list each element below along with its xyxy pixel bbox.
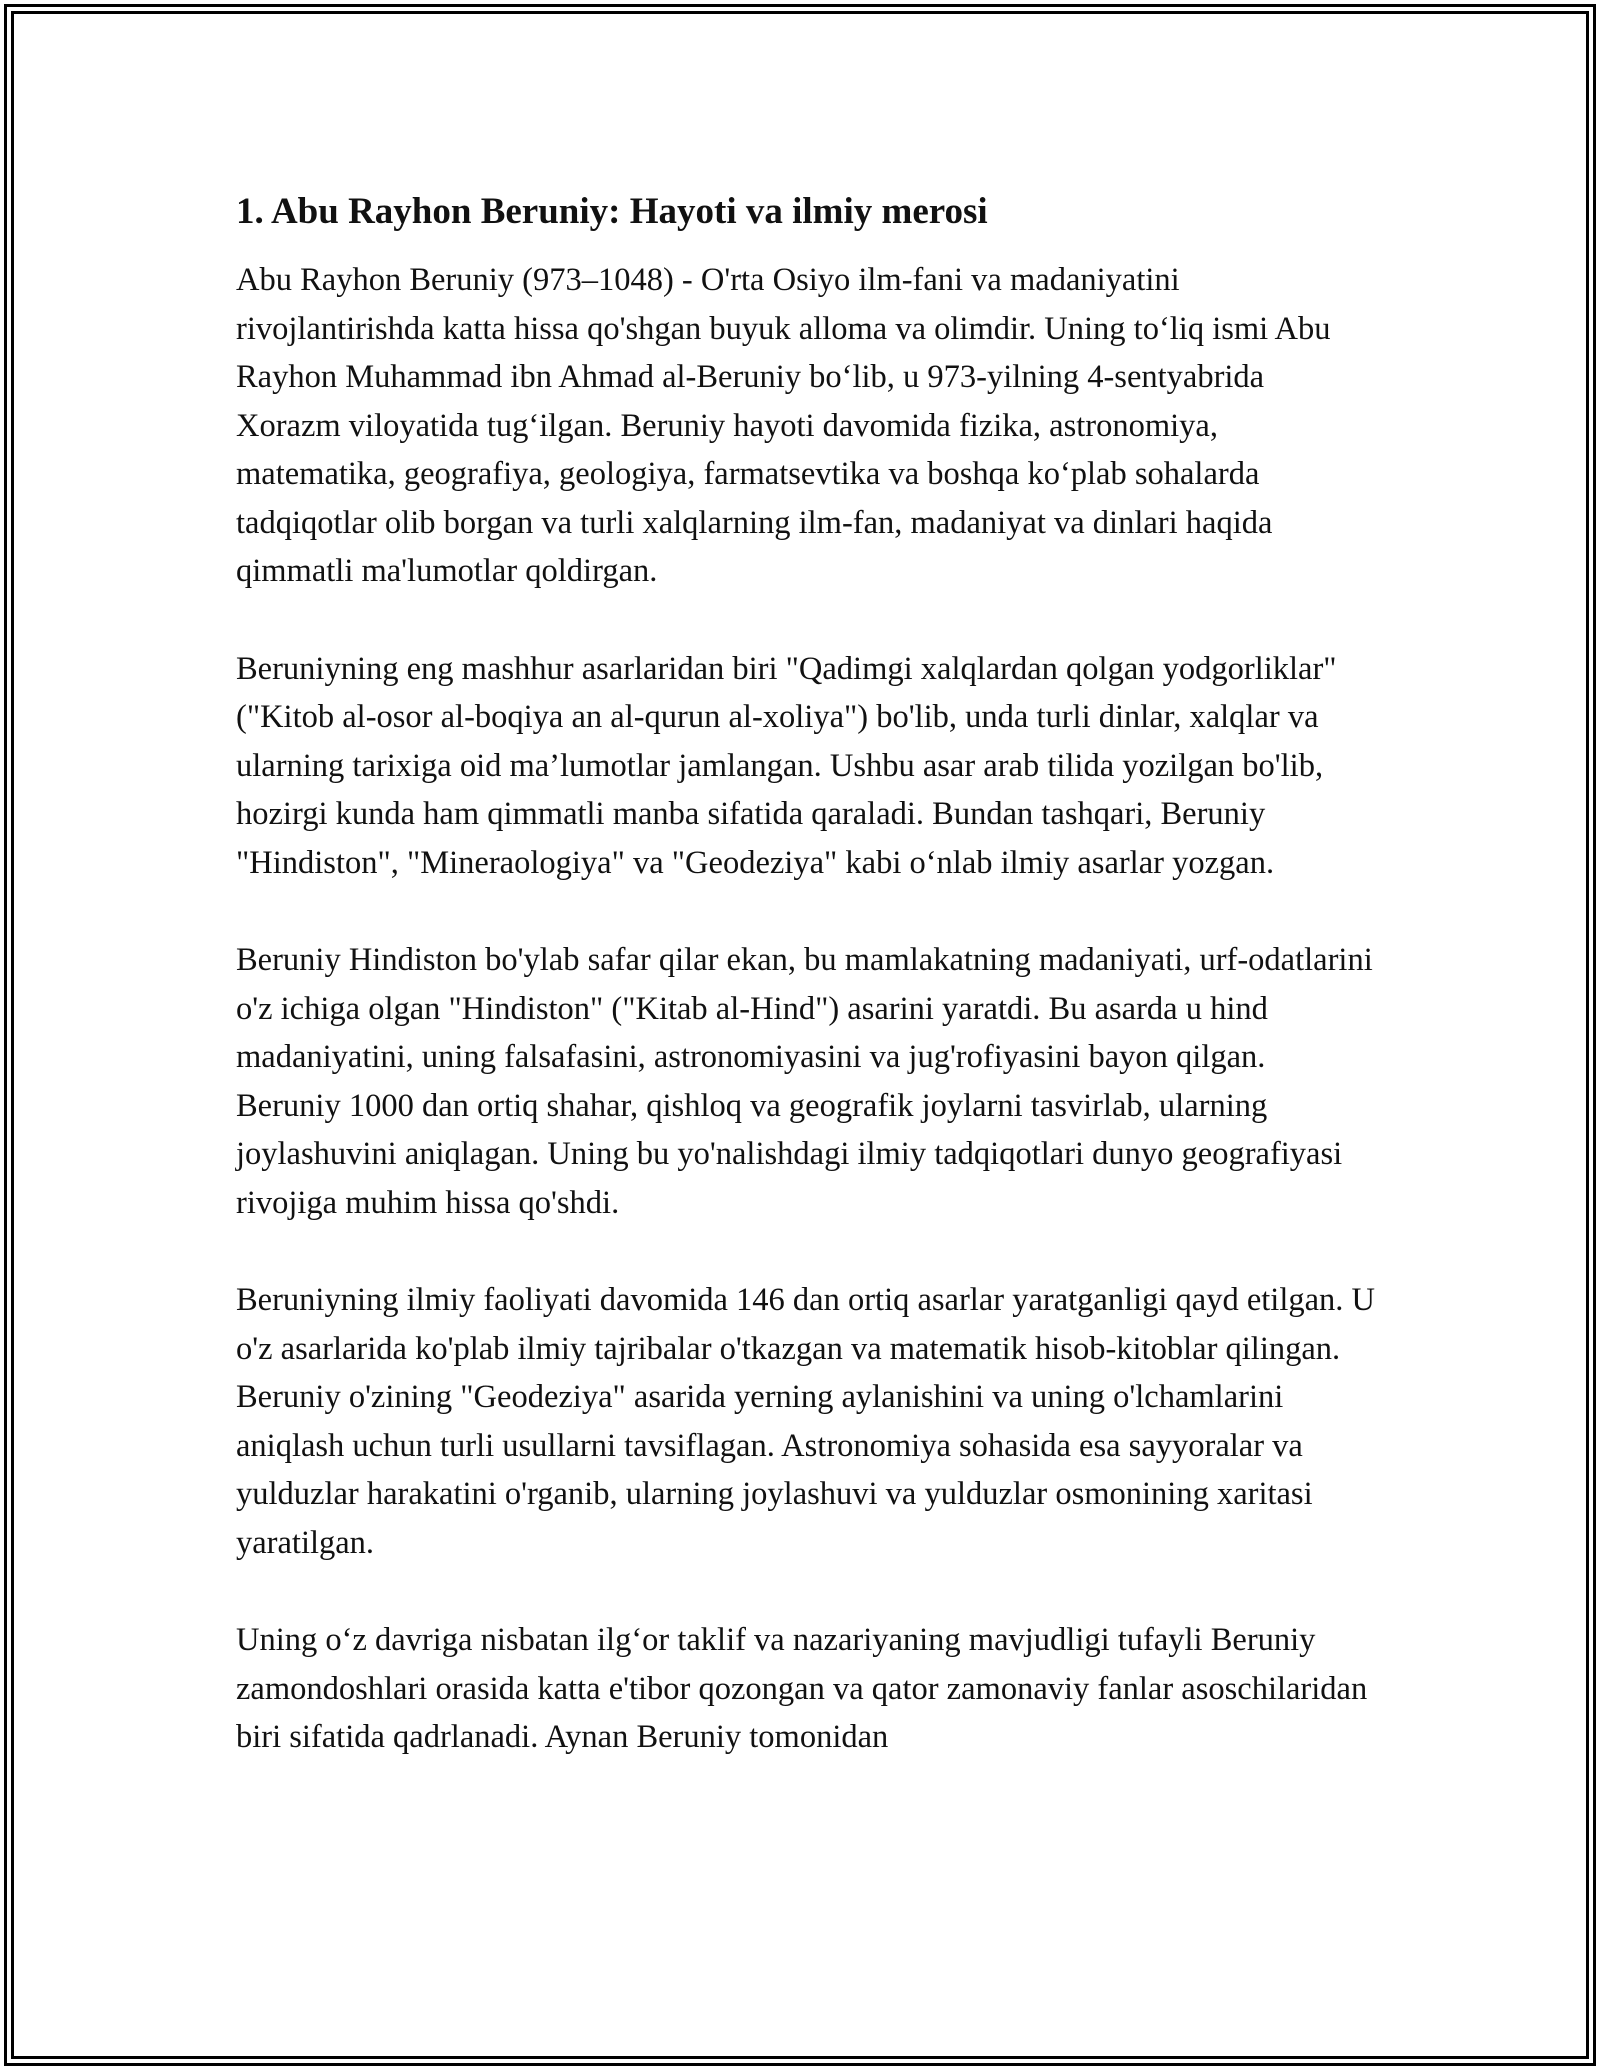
paragraph-2: Beruniyning eng mashhur asarlaridan biri "Qadimgi xalqlardan qolgan yodgorliklar" ("Kitob al-osor al-boqiya an al-qurun al-xoliya") bo'lib, unda turli dinlar, xalqlar va ularning tarixiga oid ma’lumotlar jamlangan. Ushbu asar arab tilida yozilgan bo'lib, hozirgi kunda ham qimmatli manba sifatida qaraladi. Bundan tashqari, Beruniy "Hindiston", "Mineraologiya" va "Geodeziya" kabi o‘nlab ilmiy asarlar yozgan. xyxy=(236,650,1337,881)
paragraph-1: Abu Rayhon Beruniy (973–1048) - O'rta Osiyo ilm-fani va madaniyatini rivojlantirishda katta hissa qo'shgan buyuk alloma va olimdir. Uning to‘liq ismi Abu Rayhon Muhammad ibn Ahmad al-Beruniy bo‘lib, u 973-yilning 4-sentyabrida Xorazm viloyatida tug‘ilgan. Beruniy hayoti davomida fizika, astronomiya, matematika, geografiya, geologiya, farmatsevtika va boshqa ko‘plab sohalarda tadqiqotlar olib borgan va turli xalqlarning ilm-fan, madaniyat va dinlari haqida qimmatli ma'lumotlar qoldirgan. xyxy=(236,262,1331,589)
section-heading: 1. Abu Rayhon Beruniy: Hayoti va ilmiy merosi xyxy=(236,191,988,232)
document-body xyxy=(236,186,1376,1762)
paragraph-4: Beruniyning ilmiy faoliyati davomida 146 dan ortiq asarlar yaratganligi qayd etilgan. U o'z asarlarida ko'plab ilmiy tajribalar o'tkazgan va matematik hisob-kitoblar qilingan. Beruniy o'zining "Geodeziya" asarida yerning aylanishini va uning o'lchamlarini aniqlash uchun turli usullarni tavsiflagan. Astronomiya sohasida esa sayyoralar va yulduzlar harakatini o'rganib, ularning joylashuvi va yulduzlar osmonining xaritasi yaratilgan. xyxy=(236,1282,1376,1561)
paragraph-5: Uning o‘z davriga nisbatan ilg‘or taklif va nazariyaning mavjudligi tufayli Beruniy zamondoshlari orasida katta e'tibor qozongan va qator zamonaviy fanlar asoschilaridan biri sifatida qadrlanadi. Aynan Beruniy tomonidan xyxy=(236,1622,1368,1755)
paragraph-3: Beruniy Hindiston bo'ylab safar qilar ekan, bu mamlakatning madaniyati, urf-odatlarini o'z ichiga olgan "Hindiston" ("Kitab al-Hind") asarini yaratdi. Bu asarda u hind madaniyatini, uning falsafasini, astronomiyasini va jug'rofiyasini bayon qilgan. Beruniy 1000 dan ortiq shahar, qishloq va geografik joylarni tasvirlab, ularning joylashuvini aniqlagan. Uning bu yo'nalishdagi ilmiy tadqiqotlari dunyo geografiyasi rivojiga muhim hissa qo'shdi. xyxy=(236,942,1373,1221)
